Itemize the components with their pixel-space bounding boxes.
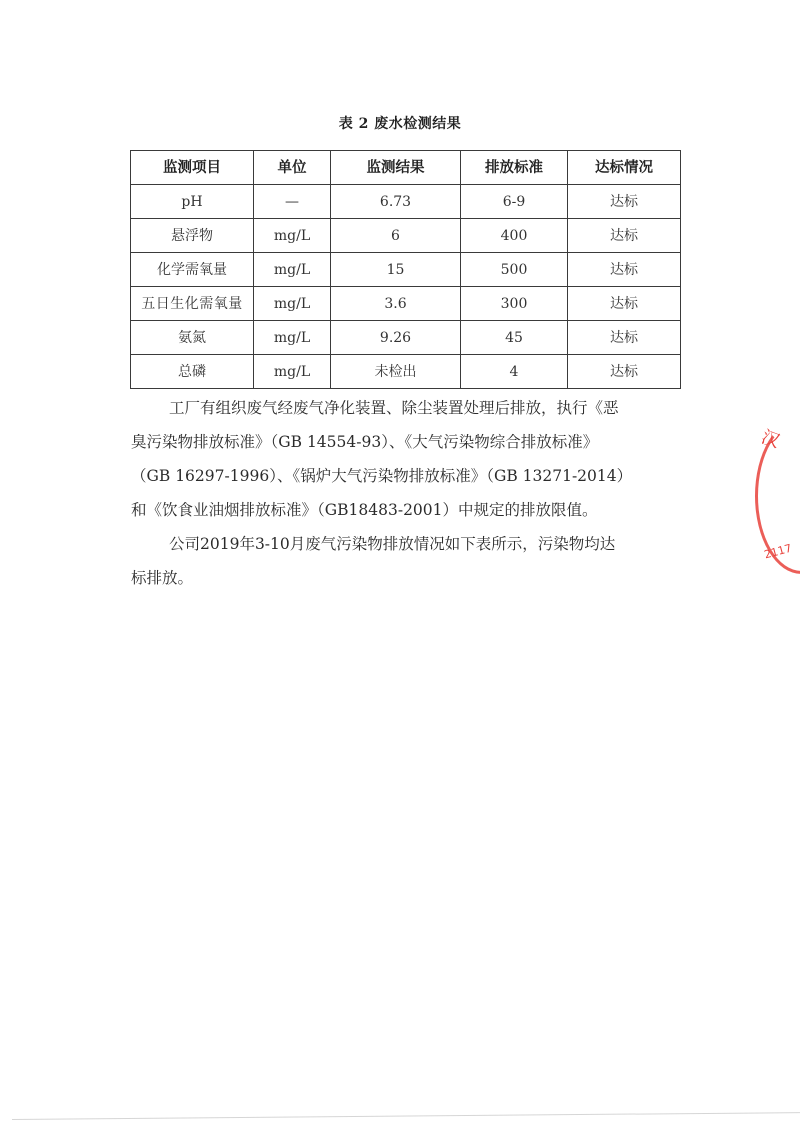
cell-result: 9.26 <box>331 321 461 355</box>
header-standard: 排放标准 <box>461 151 568 185</box>
cell-result: 3.6 <box>331 287 461 321</box>
cell-item: 五日生化需氧量 <box>131 287 254 321</box>
cell-standard: 400 <box>461 219 568 253</box>
cell-unit: mg/L <box>254 321 331 355</box>
paragraph-line: 和《饮食业油烟排放标准》（GB18483-2001）中规定的排放限值。 <box>131 501 598 519</box>
table-row <box>131 253 681 287</box>
wastewater-results-table <box>130 150 681 389</box>
stamp-text-bottom: 2117 <box>762 541 794 562</box>
cell-standard: 300 <box>461 287 568 321</box>
cell-unit: mg/L <box>254 253 331 287</box>
cell-standard: 6-9 <box>461 185 568 219</box>
cell-standard: 45 <box>461 321 568 355</box>
header-compliance: 达标情况 <box>568 151 681 185</box>
cell-result: 6.73 <box>331 185 461 219</box>
page-bottom-edge <box>12 1112 800 1120</box>
stamp-text-top: 汉 <box>758 426 783 453</box>
header-result: 监测结果 <box>331 151 461 185</box>
table-row <box>131 321 681 355</box>
cell-item: 氨氮 <box>131 321 254 355</box>
paragraph-line: 臭污染物排放标准》（GB 14554-93）、《大气污染物综合排放标准》 <box>131 433 599 451</box>
table-row <box>131 287 681 321</box>
cell-standard: 500 <box>461 253 568 287</box>
header-unit: 单位 <box>254 151 331 185</box>
header-item: 监测项目 <box>131 151 254 185</box>
paragraph-exhaust-standards <box>131 391 686 527</box>
cell-unit: mg/L <box>254 287 331 321</box>
table-header-row <box>131 151 681 185</box>
table-row <box>131 185 681 219</box>
cell-result: 6 <box>331 219 461 253</box>
cell-compliance: 达标 <box>568 321 681 355</box>
cell-compliance: 达标 <box>568 253 681 287</box>
cell-unit: mg/L <box>254 355 331 389</box>
paragraph-line: 工厂有组织废气经废气净化装置、除尘装置处理后排放，执行《恶 <box>169 399 619 417</box>
paragraph-line: （GB 16297-1996）、《锅炉大气污染物排放标准》（GB 13271-2014） <box>131 467 633 485</box>
cell-item: pH <box>131 185 254 219</box>
paragraph-emission-summary <box>131 527 686 595</box>
cell-standard: 4 <box>461 355 568 389</box>
cell-compliance: 达标 <box>568 287 681 321</box>
cell-item: 总磷 <box>131 355 254 389</box>
paragraph-line: 标排放。 <box>131 569 194 587</box>
cell-item: 悬浮物 <box>131 219 254 253</box>
cell-unit: — <box>254 185 331 219</box>
cell-result: 未检出 <box>331 355 461 389</box>
cell-compliance: 达标 <box>568 185 681 219</box>
cell-result: 15 <box>331 253 461 287</box>
table-row <box>131 355 681 389</box>
table-row <box>131 219 681 253</box>
cell-unit: mg/L <box>254 219 331 253</box>
cell-compliance: 达标 <box>568 219 681 253</box>
paragraph-line: 公司2019年3-10月废气污染物排放情况如下表所示，污染物均达 <box>169 535 616 553</box>
table-caption: 表 2 废水检测结果 <box>338 116 462 132</box>
cell-compliance: 达标 <box>568 355 681 389</box>
cell-item: 化学需氧量 <box>131 253 254 287</box>
